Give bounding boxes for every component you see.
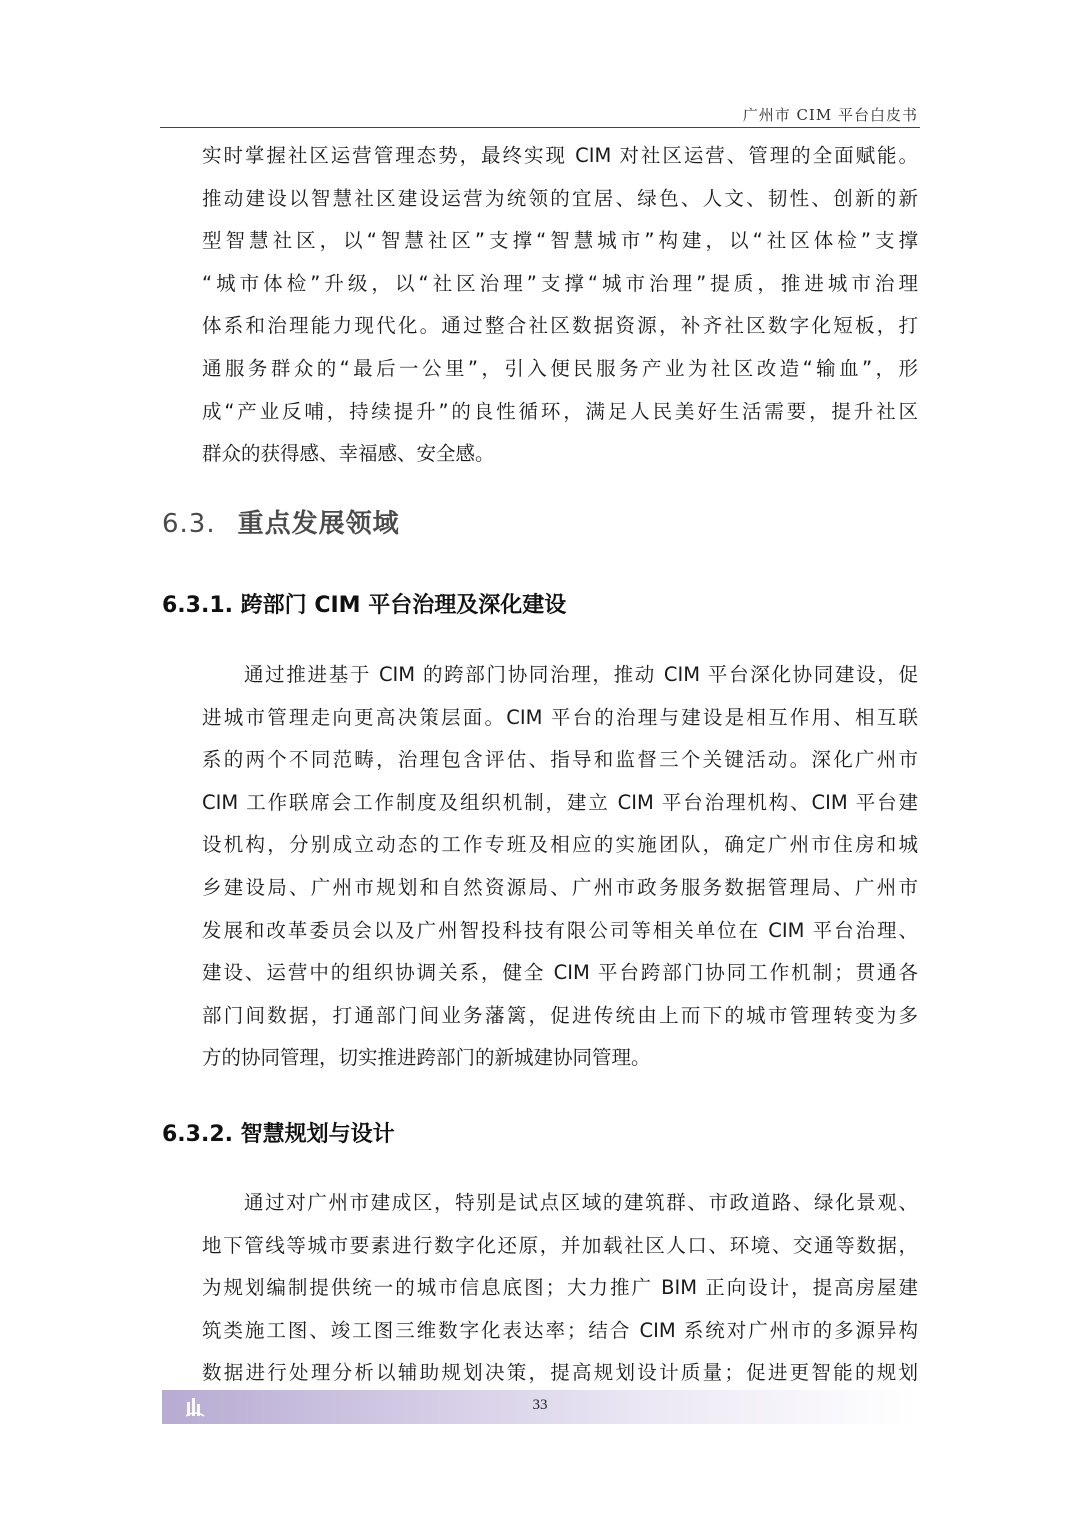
running-header-title: 广州市 CIM 平台白皮书 (742, 106, 918, 124)
paragraph-line: “城市体检”升级，以“社区治理”支撑“城市治理”提质，推进城市治理 (202, 271, 918, 295)
paragraph-line: 进城市管理走向更高决策层面。CIM 平台的治理与建设是相互作用、相互联 (202, 705, 918, 729)
publisher-logo-icon (184, 1396, 206, 1418)
paragraph-line: 筑类施工图、竣工图三维数字化表达率；结合 CIM 系统对广州市的多源异构 (202, 1318, 918, 1342)
paragraph-line: 设机构，分别成立动态的工作专班及相应的实施团队，确定广州市住房和城 (202, 833, 918, 857)
intro-paragraph (202, 135, 918, 476)
paragraph-line: 群众的获得感、幸福感、安全感。 (202, 442, 495, 466)
header-rule (160, 127, 920, 128)
paragraph-line: 地下管线等城市要素进行数字化还原，并加载社区人口、环境、交通等数据， (202, 1233, 918, 1257)
paragraph-line: 体系和治理能力现代化。通过整合社区数据资源，补齐社区数字化短板，打 (202, 314, 918, 338)
paragraph-line: 方的协同管理，切实推进跨部门的新城建协同管理。 (202, 1046, 651, 1070)
subsection-heading-1: 6.3.1. 跨部门 CIM 平台治理及深化建设 (162, 593, 567, 618)
paragraph-line: CIM 工作联席会工作制度及组织机制，建立 CIM 平台治理机构、CIM 平台建 (202, 790, 918, 814)
paragraph-line: 建设、运营中的组织协调关系，健全 CIM 平台跨部门协同工作机制；贯通各 (202, 961, 918, 985)
paragraph-line: 型智慧社区，以“智慧社区”支撑“智慧城市”构建，以“社区体检”支撑 (202, 229, 918, 253)
paragraph-line: 为规划编制提供统一的城市信息底图；大力推广 BIM 正向设计，提高房屋建 (202, 1276, 918, 1300)
paragraph-line: 通服务群众的“最后一公里”，引入便民服务产业为社区改造“输血”，形 (202, 356, 918, 380)
paragraph-line: 通过对广州市建成区，特别是试点区域的建筑群、市政道路、绿化景观、 (244, 1191, 918, 1214)
section-number: 6.3. (162, 509, 216, 539)
paragraph-line: 乡建设局、广州市规划和自然资源局、广州市政务服务数据管理局、广州市 (202, 875, 918, 899)
subsection-1-paragraph (202, 654, 918, 1080)
paragraph-line: 系的两个不同范畴，治理包含评估、指导和监督三个关键活动。深化广州市 (202, 748, 918, 772)
section-heading (162, 503, 400, 540)
paragraph-line: 发展和改革委员会以及广州智投科技有限公司等相关单位在 CIM 平台治理、 (202, 918, 918, 942)
paragraph-line: 数据进行处理分析以辅助规划决策，提高规划设计质量；促进更智能的规划 (202, 1361, 918, 1385)
paragraph-line: 实时掌握社区运营管理态势，最终实现 CIM 对社区运营、管理的全面赋能。 (202, 144, 918, 167)
subsection-heading-2: 6.3.2. 智慧规划与设计 (162, 1122, 395, 1147)
paragraph-line: 推动建设以智慧社区建设运营为统领的宜居、绿色、人文、韧性、创新的新 (202, 186, 918, 210)
section-title: 重点发展领域 (237, 509, 400, 539)
paragraph-line: 通过推进基于 CIM 的跨部门协同治理，推动 CIM 平台深化协同建设，促 (244, 663, 918, 686)
paragraph-line: 成“产业反哺，持续提升”的良性循环，满足人民美好生活需要，提升社区 (202, 399, 918, 423)
paragraph-line: 部门间数据，打通部门间业务藩篱，促进传统由上而下的城市管理转变为多 (202, 1003, 918, 1027)
subsection-2-paragraph (202, 1182, 918, 1395)
page-number: 33 (532, 1397, 548, 1413)
